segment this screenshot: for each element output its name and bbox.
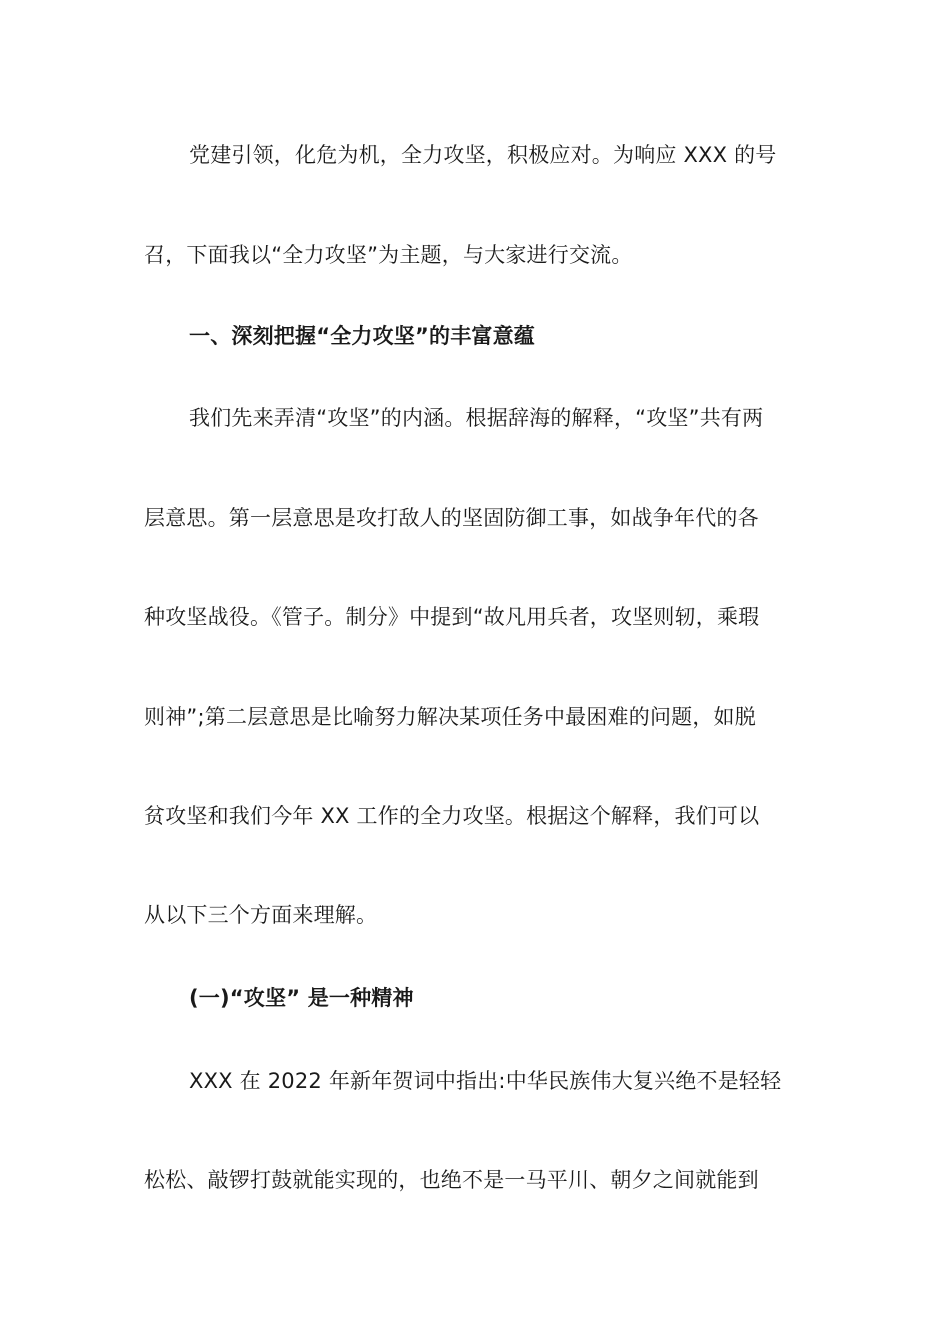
- paragraph-intro-line-1: 党建引领，化危为机，全力攻坚，积极应对。为响应 XXX 的号: [189, 143, 777, 167]
- paragraph-meaning-line-1: 我们先来弄清“攻坚”的内涵。根据辞海的解释，“攻坚”共有两: [189, 406, 764, 430]
- section-heading-1: 一、深刻把握“全力攻坚”的丰富意蕴: [189, 324, 536, 348]
- paragraph-meaning-line-3: 种攻坚战役。《管子。制分》中提到“故凡用兵者，攻坚则轫，乘瑕: [144, 605, 760, 629]
- paragraph-intro-line-2: 召，下面我以“全力攻坚”为主题，与大家进行交流。: [144, 243, 633, 267]
- paragraph-meaning-line-4: 则神”;第二层意思是比喻努力解决某项任务中最困难的问题，如脱: [144, 705, 756, 729]
- subsection-heading-1: (一)“攻坚” 是一种精神: [189, 986, 414, 1010]
- paragraph-spirit-line-2: 松松、敲锣打鼓就能实现的，也绝不是一马平川、朝夕之间就能到: [144, 1168, 759, 1192]
- paragraph-meaning-line-6: 从以下三个方面来理解。: [144, 903, 378, 927]
- paragraph-meaning-line-5: 贫攻坚和我们今年 XX 工作的全力攻坚。根据这个解释，我们可以: [144, 804, 760, 828]
- paragraph-meaning-line-2: 层意思。第一层意思是攻打敌人的坚固防御工事，如战争年代的各: [144, 506, 759, 530]
- paragraph-spirit-line-1: XXX 在 2022 年新年贺词中指出:中华民族伟大复兴绝不是轻轻: [189, 1069, 782, 1093]
